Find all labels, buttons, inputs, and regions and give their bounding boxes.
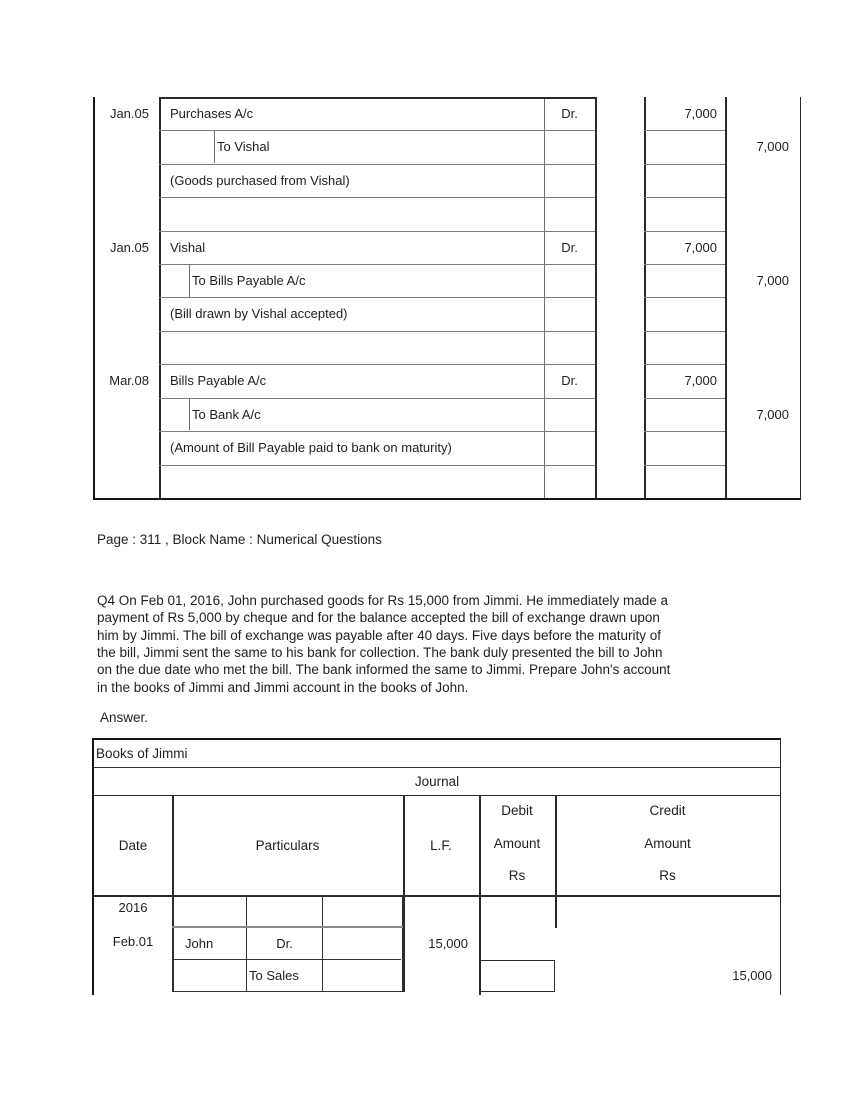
grid-cell xyxy=(323,896,401,928)
grid-line xyxy=(644,164,725,165)
entry-debit-account: Purchases A/c xyxy=(170,106,254,121)
credit-amount: 7,000 xyxy=(756,407,789,422)
grid-line xyxy=(159,231,595,232)
books-of-jimmi-table xyxy=(92,738,781,995)
indent-line xyxy=(189,398,190,430)
header-credit xyxy=(555,796,780,895)
indent-line xyxy=(214,131,215,163)
question-line: on the due date who met the bill. The bank informed the same to Jimmi. Prepare John's account xyxy=(97,662,671,677)
question-line: him by Jimmi. The bill of exchange was payable after 40 days. Five days before the maturity of xyxy=(97,628,662,643)
entry-narration: (Amount of Bill Payable paid to bank on maturity) xyxy=(170,440,452,455)
grid-cell xyxy=(173,960,247,992)
page-info: Page : 311 , Block Name : Numerical Questions xyxy=(97,532,382,547)
header-lf-label: L.F. xyxy=(430,838,452,853)
header-particulars-label: Particulars xyxy=(255,838,320,853)
grid-cell xyxy=(247,896,323,928)
entry-debit-account: Vishal xyxy=(170,240,206,255)
credit-amount: 7,000 xyxy=(756,139,789,154)
dr-label: Dr. xyxy=(561,106,578,121)
grid-line xyxy=(644,465,725,466)
grid-cell xyxy=(323,928,401,960)
entry-date: Feb.01 xyxy=(112,934,154,949)
dr-label: Dr. xyxy=(247,928,323,960)
grid-line xyxy=(644,431,725,432)
grid-line xyxy=(644,398,725,399)
col-border-particulars-lf xyxy=(403,796,405,992)
header-date xyxy=(94,796,172,895)
debit-amount: 7,000 xyxy=(684,373,717,388)
grid-line xyxy=(644,331,725,332)
question-line: in the books of Jimmi and Jimmi account in the books of John. xyxy=(97,680,469,695)
dr-label: Dr. xyxy=(561,240,578,255)
entry-year: 2016 xyxy=(118,900,148,915)
entry-credit-account: To Bills Payable A/c xyxy=(192,273,306,288)
entry-credit-account: To Bank A/c xyxy=(192,407,261,422)
header-debit-line: Amount xyxy=(493,835,541,851)
grid-line xyxy=(644,297,725,298)
credit-amount: 15,000 xyxy=(732,968,772,983)
grid-line xyxy=(644,197,725,198)
header-date-label: Date xyxy=(118,838,148,853)
particulars-inner-grid xyxy=(172,895,403,992)
grid-line xyxy=(159,197,595,198)
grid-cell xyxy=(173,896,247,928)
entry-debit-account: John xyxy=(173,928,247,960)
entry-narration: (Goods purchased from Vishal) xyxy=(170,173,350,188)
header-lf xyxy=(403,796,479,895)
grid-line xyxy=(172,926,403,928)
grid-line xyxy=(644,264,725,265)
journal-label: Journal xyxy=(94,768,780,796)
question-line: Q4 On Feb 01, 2016, John purchased goods for Rs 15,000 from Jimmi. He immediately made a xyxy=(97,593,669,608)
header-debit-line: Rs xyxy=(508,868,526,883)
debit-amount: 7,000 xyxy=(684,240,717,255)
question-line: payment of Rs 5,000 by cheque and for the balance accepted the bill of exchange drawn upon xyxy=(97,610,660,625)
entry-narration: (Bill drawn by Vishal accepted) xyxy=(170,306,348,321)
grid-line xyxy=(159,331,595,332)
journal-table-top xyxy=(93,97,801,500)
entry-credit-account: To Vishal xyxy=(217,139,270,154)
header-debit xyxy=(479,796,555,895)
header-debit-line: Debit xyxy=(501,803,533,818)
question-line: the bill, Jimmi sent the same to his bank for collection. The bank duly presented the bill to John xyxy=(97,645,663,660)
debit-amount: 7,000 xyxy=(684,106,717,121)
dr-label: Dr. xyxy=(561,373,578,388)
entry-debit-account: Bills Payable A/c xyxy=(170,373,267,388)
indent-line xyxy=(189,265,190,297)
header-credit-line: Rs xyxy=(659,868,676,883)
header-particulars xyxy=(172,796,403,895)
answer-label: Answer. xyxy=(100,710,149,725)
debit-amount: 15,000 xyxy=(428,936,468,951)
entry-credit-account: To Sales xyxy=(247,960,323,992)
grid-line xyxy=(644,130,725,131)
header-credit-line: Credit xyxy=(649,803,686,818)
grid-line xyxy=(159,465,595,466)
credit-amount: 7,000 xyxy=(756,273,789,288)
header-credit-line: Amount xyxy=(644,835,691,851)
table-title: Books of Jimmi xyxy=(94,740,780,768)
entry-date: Jan.05 xyxy=(109,240,149,255)
particulars-right-border xyxy=(595,97,597,498)
col-border-debit-credit xyxy=(555,796,557,928)
grid-cell xyxy=(323,960,401,992)
entry-date: Jan.05 xyxy=(109,106,149,121)
empty-debit-cell xyxy=(479,960,555,992)
entry-date: Mar.08 xyxy=(109,373,149,388)
